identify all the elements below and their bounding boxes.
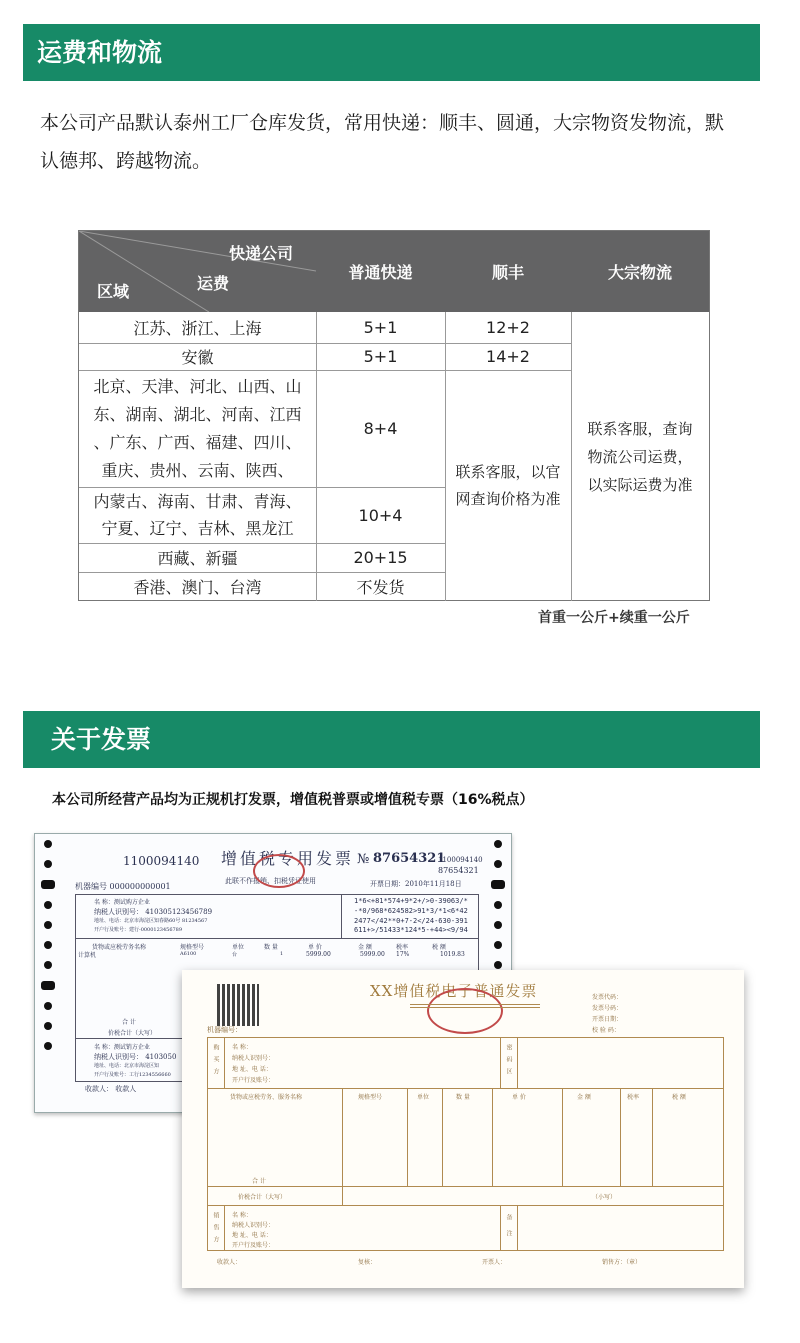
e-col-header: 单 价 (512, 1094, 526, 1101)
sf-merged-cell (445, 370, 571, 601)
buyer-field: 名 称： (232, 1044, 252, 1051)
header-region-label: 区域 (97, 282, 130, 301)
buyer-address: 地址、电话：北京市海淀区知春路60号 81234567 (94, 918, 208, 924)
row-sf-fee: 12+2 (486, 318, 530, 337)
cipher-line: 2477</42**0+7-2</24-630-391 (354, 917, 468, 925)
e-total-words-label: 价税合计（大写） (238, 1194, 287, 1201)
col-unit: 单位 (232, 944, 245, 951)
row-normal-fee: 20+15 (353, 548, 408, 567)
e-machine-number: 机器编号： (207, 1026, 242, 1034)
item-header: 货物或应税劳务名称 (92, 944, 147, 951)
buyer-side-label: 购买方 (212, 1044, 219, 1080)
seller-field: 名 称： (232, 1212, 252, 1219)
tractor-holes-right (491, 840, 505, 969)
bulk-merged-line: 联系客服，查询 (587, 419, 693, 438)
seller-tax-id: 纳税人识别号： 4103050 (94, 1053, 177, 1061)
seller-field: 开户行及账号： (232, 1242, 275, 1249)
row-normal-fee: 5+1 (363, 347, 398, 366)
e-col-header: 规格型号 (358, 1094, 383, 1101)
invoice-section-heading: 关于发票 (23, 711, 760, 768)
item-amount: 5999.00 (360, 951, 385, 958)
invoice-paragraph: 本公司所经营产品均为正规机打发票，增值税普票或增值税专票（16%税点） (52, 792, 534, 808)
label-check-code: 校 验 码： (592, 1027, 620, 1034)
item-unit: 台 (232, 952, 238, 958)
invoice-number-small: 87654321 (438, 866, 479, 875)
item-rate: 17% (396, 951, 410, 958)
row-normal-fee: 不发货 (356, 578, 405, 597)
tax-seal-icon (253, 854, 305, 888)
bulk-merged-line: 物流公司运费， (587, 447, 693, 466)
item-tax: 1019.83 (440, 951, 465, 958)
region-line: 内蒙古、海南、甘肃、青海、 (93, 492, 302, 511)
weight-note: 首重一公斤+续重一公斤 (538, 610, 690, 626)
row-region (79, 487, 316, 543)
region-line: 北京、天津、河北、山西、山 (93, 376, 302, 396)
buyer-bank: 开户行及账号：建行-0000123456789 (94, 927, 183, 933)
col-price: 单 价 (308, 944, 322, 951)
label-issue-date: 开票日期： (592, 1016, 623, 1023)
tax-seal-icon (427, 988, 503, 1034)
sf-merged-line: 网查询价格为准 (455, 489, 561, 508)
invoice-code-small: 1100094140 (438, 856, 483, 864)
column-header-bulk: 大宗物流 (571, 231, 709, 312)
invoice-code: 1100094140 (123, 854, 200, 868)
cipher-line: 1*6<+81*574+9*2+/>0-39063/* (354, 897, 468, 905)
e-col-header: 单位 (417, 1094, 430, 1101)
seller-name: 名 称：测试销方企业 (94, 1044, 150, 1051)
col-amount: 金 额 (358, 944, 372, 951)
number-prefix: № (357, 852, 370, 867)
region-line: 东、湖南、湖北、河南、江西 (93, 404, 302, 424)
col-spec: 规格型号 (180, 944, 205, 951)
invoice-title: 增值税专用发票 (221, 849, 355, 868)
e-col-header: 货物或应税劳务、服务名称 (230, 1094, 303, 1101)
row-normal-fee: 10+4 (358, 505, 403, 525)
seller-address: 地址、电话：北京市海淀区知 (94, 1063, 160, 1069)
buyer-field: 地 址、电 话： (232, 1066, 272, 1073)
qr-code-icon (217, 984, 259, 1026)
buyer-tax-id: 纳税人识别号： 410305123456789 (94, 908, 213, 916)
row-region: 西藏、新疆 (157, 549, 238, 568)
row-region (79, 370, 316, 487)
e-footer-payee: 收款人： (217, 1259, 242, 1266)
cipher-side-label: 密码区 (505, 1044, 512, 1080)
e-total-label: 合 计 (252, 1178, 266, 1185)
bulk-merged-line: 以实际运费为准 (587, 475, 693, 494)
item-name: 计算机 (78, 952, 97, 959)
shipping-section-heading: 运费和物流 (23, 24, 760, 81)
region-line: 、广东、广西、福建、四川、 (93, 432, 302, 452)
cipher-line: 611+>/51433*124*5-+44><9/94 (354, 926, 468, 934)
e-col-header: 数 量 (456, 1094, 470, 1101)
e-invoice-grid (207, 1037, 724, 1251)
e-total-small-label: （小写） (592, 1194, 617, 1201)
seller-field: 地 址、电 话： (232, 1232, 272, 1239)
column-header-normal: 普通快递 (316, 231, 445, 312)
diagonal-header-cell (79, 231, 316, 312)
item-spec: A6100 (180, 951, 197, 957)
label-invoice-code: 发票代码： (592, 994, 623, 1001)
machine-number: 机器编号 000000000001 (75, 882, 171, 891)
e-footer-seller-seal: 销售方：（章） (602, 1259, 642, 1266)
row-region: 江苏、浙江、上海 (133, 319, 262, 338)
invoice-number: 87654321 (373, 851, 446, 866)
e-footer-issuer: 开票人： (482, 1259, 507, 1266)
e-invoice-title: XX增值税电子普通发票 (370, 982, 538, 1000)
issue-date: 开票日期：2010年11月18日 (370, 880, 462, 888)
region-line: 宁夏、辽宁、吉林、黑龙江 (101, 519, 294, 538)
col-rate: 税率 (396, 944, 409, 951)
tractor-holes-left (41, 840, 55, 1050)
invoice-subtitle: 此联不作报销、扣税凭证使用 (225, 877, 316, 885)
column-header-sf: 顺丰 (445, 231, 571, 312)
row-normal-fee: 8+4 (363, 419, 398, 438)
payee: 收款人： 收款人 (85, 1085, 137, 1093)
sf-merged-line: 联系客服，以官 (455, 462, 561, 481)
remark-side-label: 备注 (505, 1214, 512, 1246)
row-region: 香港、澳门、台湾 (133, 578, 262, 597)
row-sf-fee: 14+2 (486, 347, 530, 366)
header-courier-label: 快递公司 (229, 244, 294, 263)
total-words-label: 价税合计（大写） (108, 1030, 157, 1037)
row-normal-fee: 5+1 (363, 318, 398, 337)
item-qty: 1 (280, 951, 284, 957)
buyer-field: 纳税人识别号： (232, 1055, 275, 1062)
col-qty: 数 量 (264, 944, 278, 951)
seller-side-label: 销售方 (212, 1212, 219, 1248)
item-price: 5999.00 (306, 951, 331, 958)
label-invoice-number: 发票号码： (592, 1005, 623, 1012)
e-col-header: 税率 (627, 1094, 640, 1101)
e-col-header: 税 额 (672, 1094, 686, 1101)
shipping-fee-table (78, 230, 710, 601)
e-col-header: 金 额 (577, 1094, 591, 1101)
cipher-line: -*0/968*624582>91*3/*1<6*42 (354, 907, 468, 915)
e-footer-reviewer: 复核： (358, 1259, 377, 1266)
header-fee-label: 运费 (197, 274, 230, 293)
col-tax: 税 额 (432, 944, 446, 951)
row-region: 安徽 (181, 348, 214, 367)
buyer-field: 开户行及账号： (232, 1077, 275, 1084)
bulk-merged-cell (571, 312, 709, 601)
buyer-name: 名 称：测试购方企业 (94, 899, 150, 906)
total-label: 合 计 (122, 1019, 136, 1026)
seller-bank: 开户行及账号：工行1234556660 (94, 1072, 171, 1078)
e-general-invoice-image (182, 970, 744, 1288)
seller-field: 纳税人识别号： (232, 1222, 275, 1229)
shipping-paragraph: 本公司产品默认泰州工厂仓库发货，常用快递：顺丰、圆通，大宗物资发物流，默认德邦、跨越物流。 (40, 112, 725, 172)
region-line: 重庆、贵州、云南、陕西、 (101, 460, 294, 480)
